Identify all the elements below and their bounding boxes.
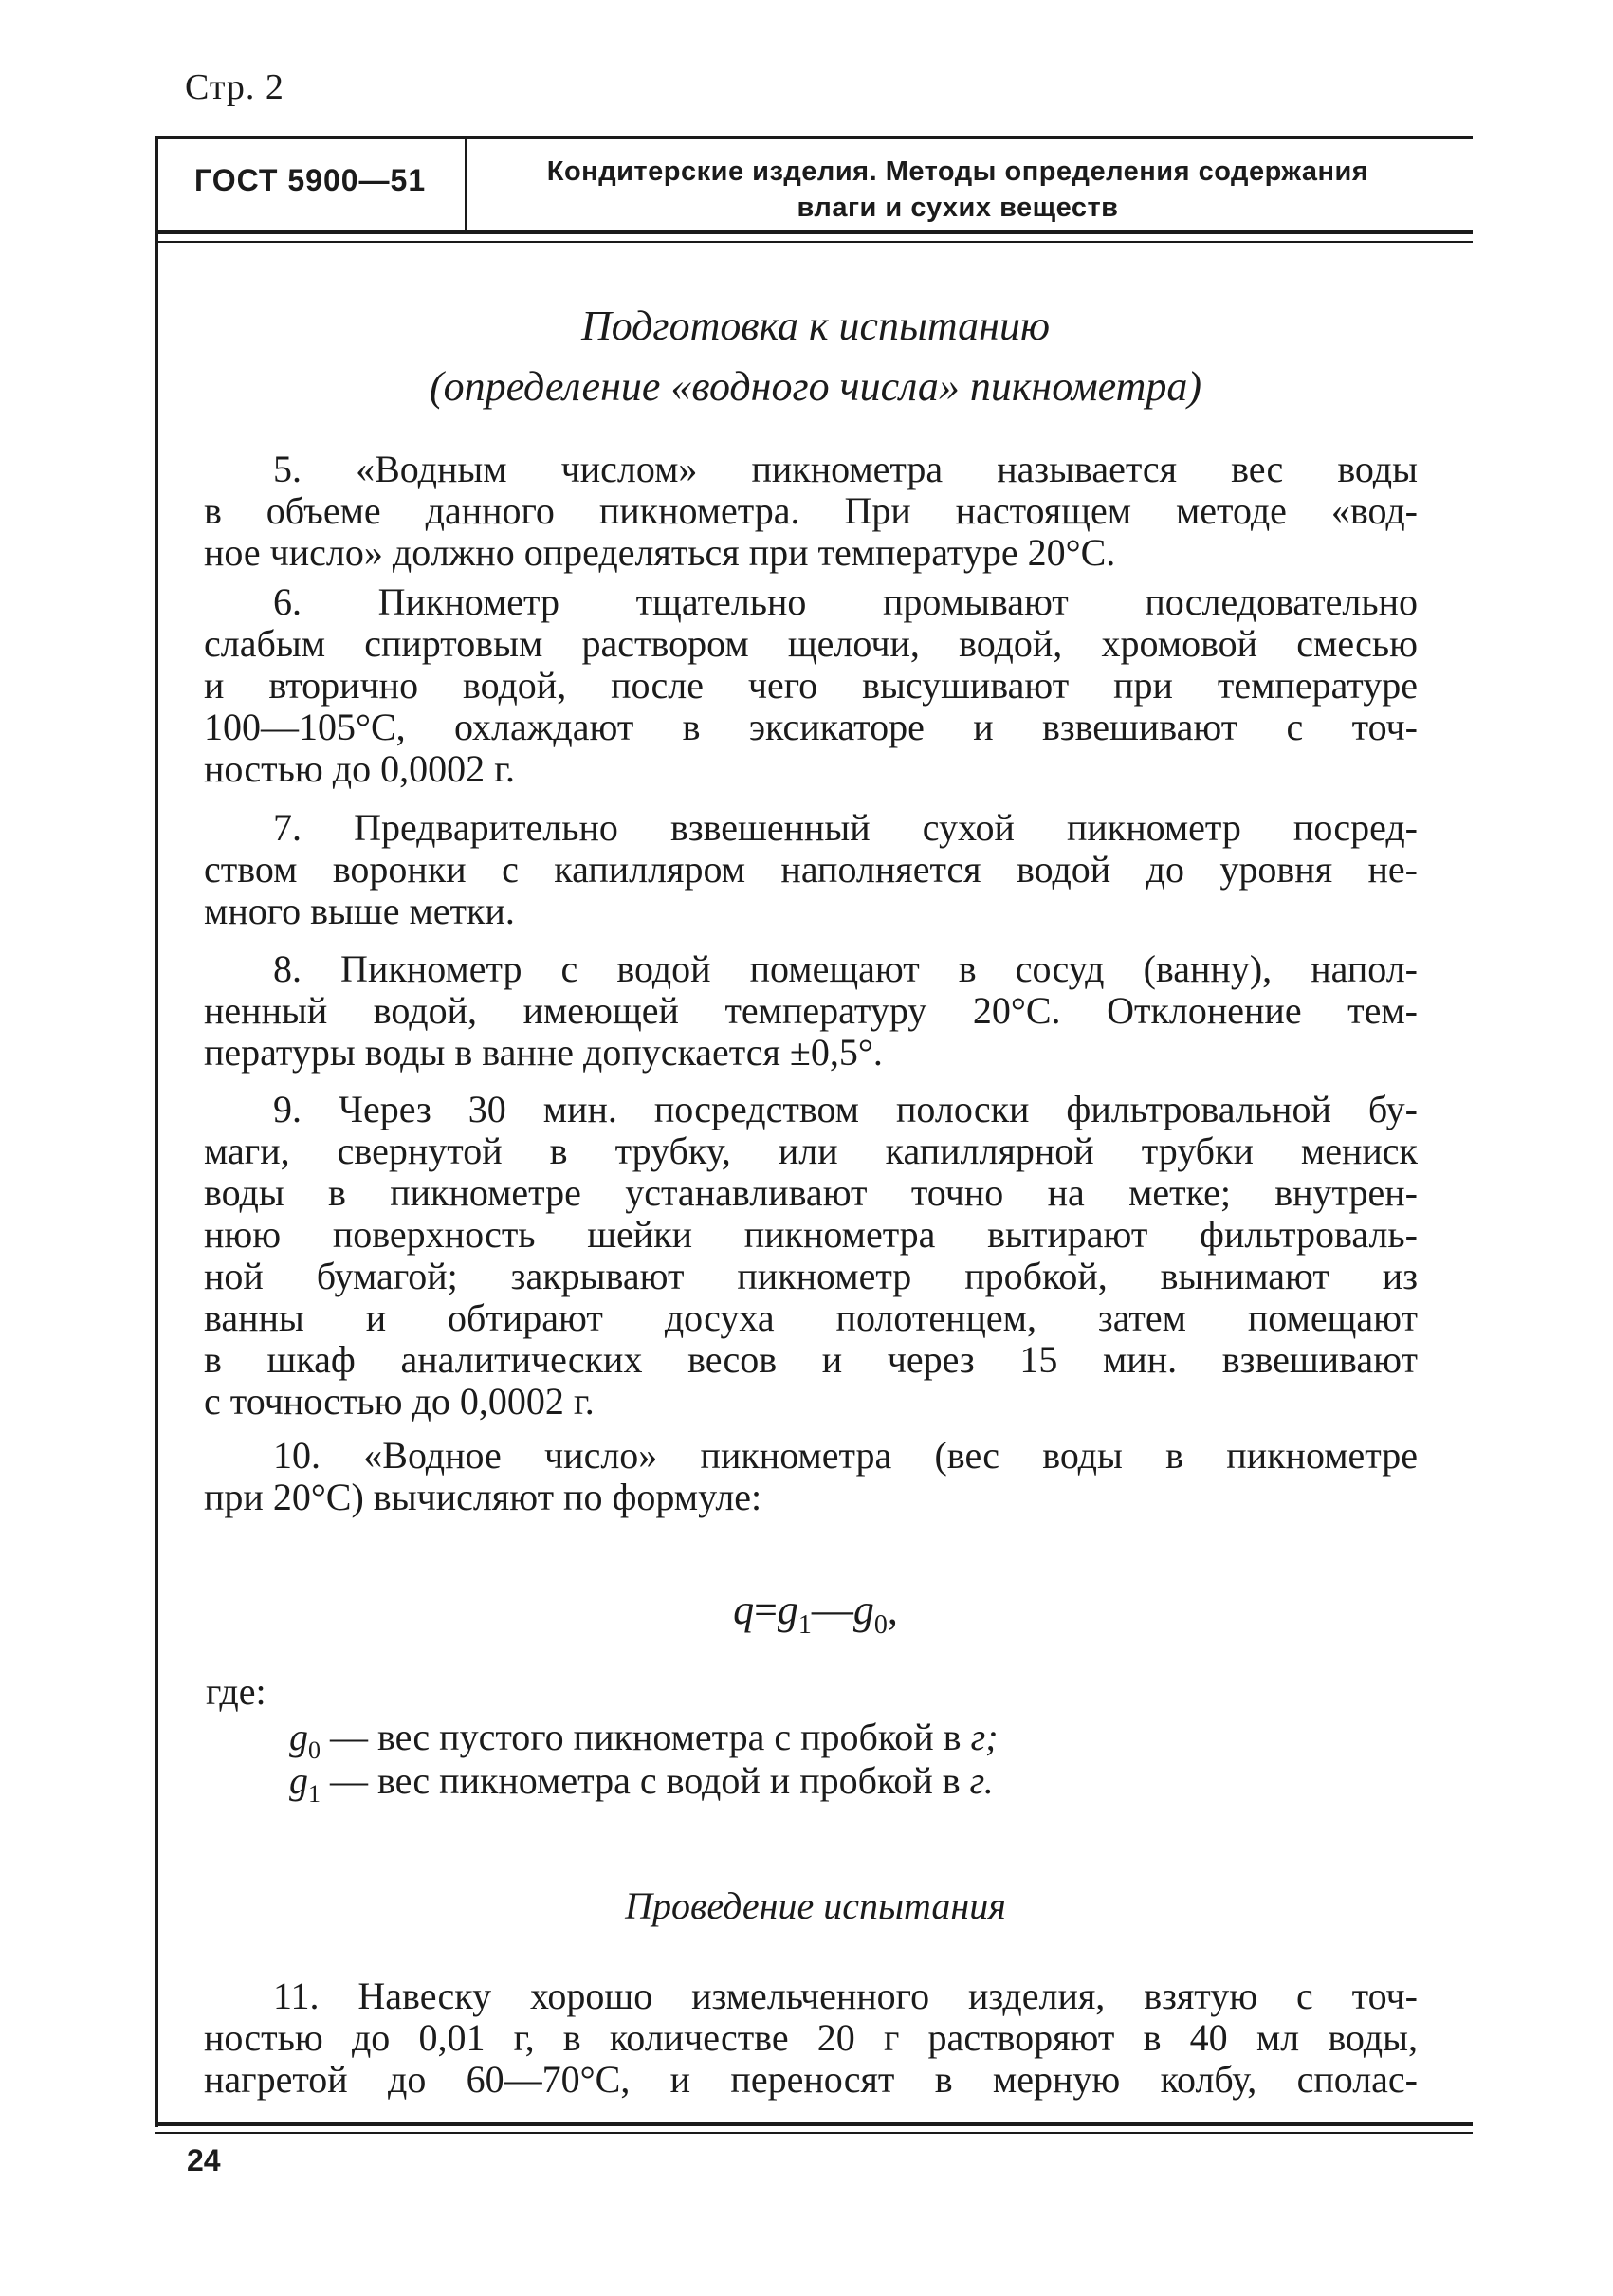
g0-symbol: g bbox=[289, 1716, 308, 1758]
page-number: 24 bbox=[187, 2143, 221, 2177]
header-bottom-rule bbox=[155, 230, 1473, 234]
paragraph-7-line: ством воронки с капилляром наполняется водой до уровня не- bbox=[204, 848, 1418, 891]
paragraph-11 bbox=[204, 1975, 1418, 2101]
formula-g1: g bbox=[777, 1587, 798, 1633]
paragraph-8-line: пературы воды в ванне допускается ±0,5°. bbox=[204, 1031, 883, 1074]
g0-text: — вес пустого пикнометра с пробкой в bbox=[321, 1716, 971, 1758]
paragraph-6-line: и вторично водой, после чего высушивают при температуре bbox=[204, 664, 1418, 707]
paragraph-7-line: 7. Предварительно взвешенный сухой пикнометр посред- bbox=[273, 806, 1418, 849]
formula-g1-subscript: 1 bbox=[797, 1609, 812, 1640]
definition-g1 bbox=[289, 1758, 994, 1809]
formula-q: q bbox=[733, 1587, 755, 1633]
formula-g0-subscript: 0 bbox=[873, 1609, 888, 1640]
standard-title-line2: влаги и сухих веществ bbox=[797, 193, 1119, 223]
paragraph-6-line: ностью до 0,0002 г. bbox=[204, 747, 516, 790]
paragraph-7-line: много выше метки. bbox=[204, 890, 515, 932]
paragraph-9-line: ной бумагой; закрывают пикнометр пробкой, вынимают из bbox=[204, 1255, 1418, 1297]
paragraph-8-line: 8. Пикнометр с водой помещают в сосуд (ванну), напол- bbox=[273, 947, 1418, 990]
paragraph-5-line: в объеме данного пикнометра. При настоящем методе «вод- bbox=[204, 489, 1418, 532]
paragraph-6-line: слабым спиртовым раствором щелочи, водой, хромовой смесью bbox=[204, 622, 1418, 665]
paragraph-9-line: маги, свернутой в трубку, или капиллярной трубки мениск bbox=[204, 1130, 1418, 1172]
footer-rule bbox=[155, 2122, 1473, 2126]
paragraph-9 bbox=[204, 1089, 1418, 1423]
formula-g0: g bbox=[852, 1587, 874, 1633]
where-label: где: bbox=[206, 1670, 266, 1713]
paragraph-8 bbox=[204, 948, 1418, 1074]
paragraph-9-line: в шкаф аналитических весов и через 15 мин. взвешивают bbox=[204, 1338, 1418, 1381]
paragraph-5-line: ное число» должно определяться при температуре 20°С. bbox=[204, 531, 1116, 574]
paragraph-6 bbox=[204, 581, 1418, 790]
formula-minus: — bbox=[811, 1587, 853, 1633]
paragraph-9-line: ванны и обтирают досуха полотенцем, затем помещают bbox=[204, 1296, 1418, 1339]
formula bbox=[161, 1586, 1470, 1641]
paragraph-9-line: 9. Через 30 мин. посредством полоски фильтровальной бу- bbox=[273, 1088, 1418, 1130]
g1-subscript: 1 bbox=[308, 1780, 321, 1808]
paragraph-8-line: ненный водой, имеющей температуру 20°С. Отклонение тем- bbox=[204, 989, 1418, 1032]
footer-rule-thin bbox=[155, 2132, 1473, 2134]
paragraph-11-line: ностью до 0,01 г, в количестве 20 г растворяют в 40 мл воды, bbox=[204, 2016, 1418, 2059]
standard-code: ГОСТ 5900—51 bbox=[194, 163, 427, 197]
header-left-border bbox=[155, 136, 158, 2127]
standard-title bbox=[493, 154, 1422, 226]
paragraph-6-line: 100—105°С, охлаждают в эксикаторе и взвешивают с точ- bbox=[204, 706, 1418, 748]
formula-comma: , bbox=[887, 1587, 898, 1633]
g0-unit: г; bbox=[970, 1716, 999, 1758]
header-divider bbox=[465, 136, 467, 230]
paragraph-5-line: 5. «Водным числом» пикнометра называется вес воды bbox=[273, 448, 1418, 490]
paragraph-10 bbox=[204, 1435, 1418, 1518]
page-label: Стр. 2 bbox=[185, 67, 284, 107]
g0-subscript: 0 bbox=[308, 1736, 321, 1764]
paragraph-10-line: 10. «Водное число» пикнометра (вес воды в пикнометре bbox=[273, 1434, 1418, 1477]
section-heading-line2: (определение «водного числа» пикнометра) bbox=[429, 363, 1202, 410]
header-top-rule bbox=[155, 136, 1473, 139]
paragraph-7 bbox=[204, 807, 1418, 932]
g1-text: — вес пикнометра с водой и пробкой в bbox=[321, 1759, 970, 1802]
paragraph-11-line: нагретой до 60—70°С, и переносят в мерную колбу, сполас- bbox=[204, 2058, 1418, 2101]
header-bottom-rule-thin bbox=[155, 241, 1473, 243]
paragraph-9-line: с точностью до 0,0002 г. bbox=[204, 1380, 595, 1423]
paragraph-10-line: при 20°С) вычисляют по формуле: bbox=[204, 1476, 762, 1518]
g1-unit: г. bbox=[969, 1759, 994, 1802]
section-heading-line1: Подготовка к испытанию bbox=[580, 303, 1051, 349]
paragraph-6-line: 6. Пикнометр тщательно промывают последовательно bbox=[273, 580, 1418, 623]
standard-title-line1: Кондитерские изделия. Методы определения содержания bbox=[546, 156, 1369, 187]
paragraph-9-line: воды в пикнометре устанавливают точно на метке; внутрен- bbox=[204, 1171, 1418, 1214]
paragraph-11-line: 11. Навеску хорошо измельченного изделия, взятую с точ- bbox=[273, 1975, 1418, 2017]
paragraph-9-line: нюю поверхность шейки пикнометра вытирают фильтроваль- bbox=[204, 1213, 1418, 1256]
section-heading-test: Проведение испытания bbox=[625, 1884, 1006, 1927]
g1-symbol: g bbox=[289, 1759, 308, 1802]
paragraph-5 bbox=[204, 449, 1418, 574]
formula-equals: = bbox=[754, 1587, 778, 1633]
